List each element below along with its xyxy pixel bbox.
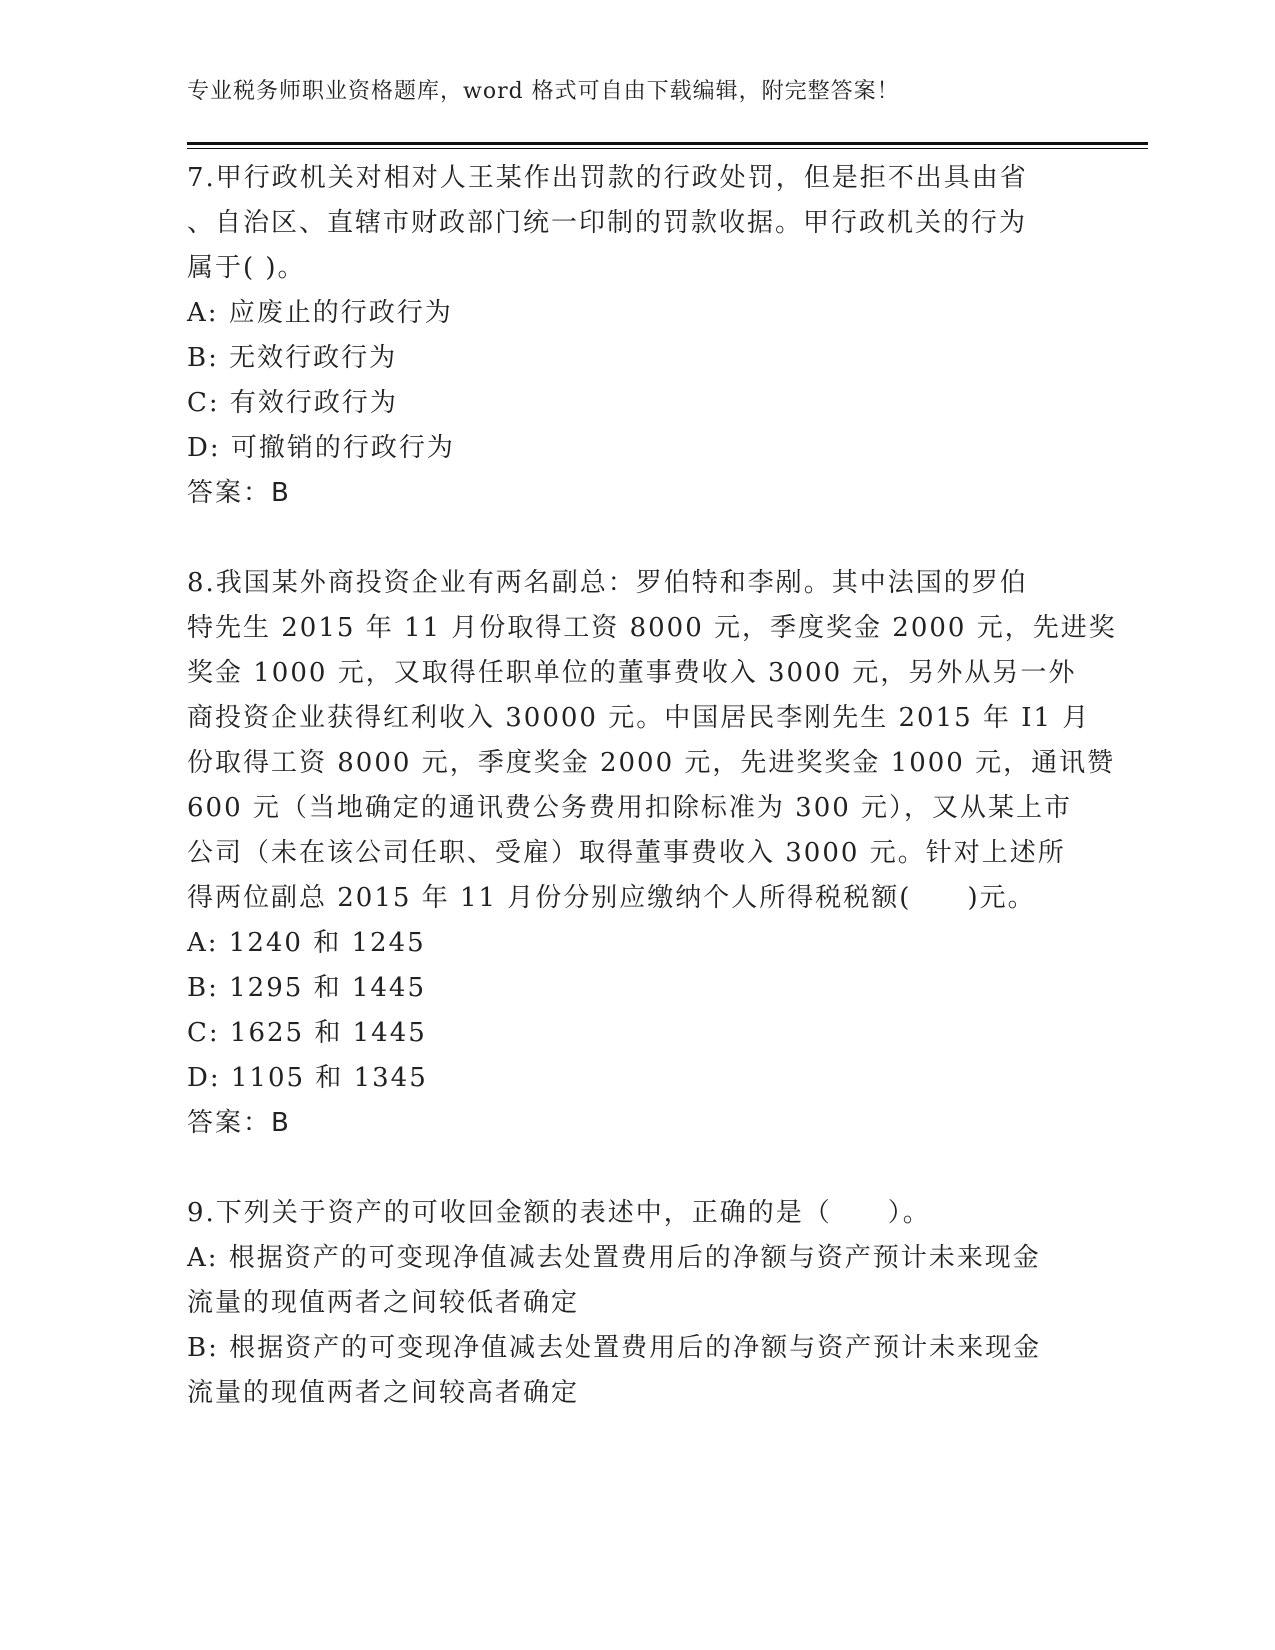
option-b: B: 无效行政行为	[187, 343, 398, 373]
stem-line: 得两位副总 2015 年 11 月份分别应缴纳个人所得税税额( )元。	[187, 883, 1036, 913]
answer: 答案：B	[187, 478, 291, 508]
page-header: 专业税务师职业资格题库，word 格式可自由下载编辑，附完整答案！	[187, 79, 900, 104]
spacer	[187, 516, 1087, 561]
spacer	[187, 1146, 1087, 1191]
stem-line: 7.甲行政机关对相对人王某作出罚款的行政处罚，但是拒不出具由省	[187, 163, 1028, 193]
option-c: C: 1625 和 1445	[187, 1018, 427, 1048]
stem-line: 、自治区、直辖市财政部门统一印制的罚款收据。甲行政机关的行为	[187, 208, 1028, 238]
stem-line: 600 元（当地确定的通讯费公务费用扣除标准为 300 元），又从某上市	[187, 793, 1073, 823]
question-list	[187, 156, 1117, 1416]
option-a-continued: 流量的现值两者之间较低者确定	[187, 1288, 580, 1318]
stem-line: 特先生 2015 年 11 月份取得工资 8000 元，季度奖金 2000 元，先进奖	[187, 613, 1117, 643]
stem-line: 奖金 1000 元，又取得任职单位的董事费收入 3000 元，另外从另一外	[187, 658, 1077, 688]
option-a: A: 1240 和 1245	[187, 928, 426, 958]
stem-line: 份取得工资 8000 元，季度奖金 2000 元，先进奖奖金 1000 元，通讯赞	[187, 748, 1116, 778]
option-d: D: 可撤销的行政行为	[187, 433, 455, 463]
option-d: D: 1105 和 1345	[187, 1063, 428, 1093]
question-stem	[187, 1191, 1087, 1236]
question-stem	[187, 156, 1087, 291]
option-a: A: 根据资产的可变现净值减去处置费用后的净额与资产预计未来现金	[187, 1243, 1041, 1273]
option-c: C: 有效行政行为	[187, 388, 398, 418]
stem-line: 8.我国某外商投资企业有两名副总：罗伯特和李剐。其中法国的罗伯	[187, 568, 1028, 598]
option-b-continued: 流量的现值两者之间较高者确定	[187, 1378, 580, 1408]
question-stem	[187, 561, 1117, 921]
answer: 答案：B	[187, 1108, 291, 1138]
option-b: B: 根据资产的可变现净值减去处置费用后的净额与资产预计未来现金	[187, 1333, 1042, 1363]
stem-line: 公司（未在该公司任职、受雇）取得董事费收入 3000 元。针对上述所	[187, 838, 1066, 868]
stem-line: 商投资企业获得红利收入 30000 元。中国居民李刚先生 2015 年 I1 月	[187, 703, 1091, 733]
option-b: B: 1295 和 1445	[187, 973, 426, 1003]
question-9	[187, 1191, 1087, 1416]
header-rule-thick	[187, 142, 1148, 145]
question-7	[187, 156, 1087, 516]
option-a: A: 应废止的行政行为	[187, 298, 453, 328]
header-rule-thin	[187, 148, 1148, 149]
question-8	[187, 561, 1117, 1146]
stem-line: 属于( )。	[187, 253, 306, 283]
stem-line: 9.下列关于资产的可收回金额的表述中，正确的是（ ）。	[187, 1198, 931, 1228]
